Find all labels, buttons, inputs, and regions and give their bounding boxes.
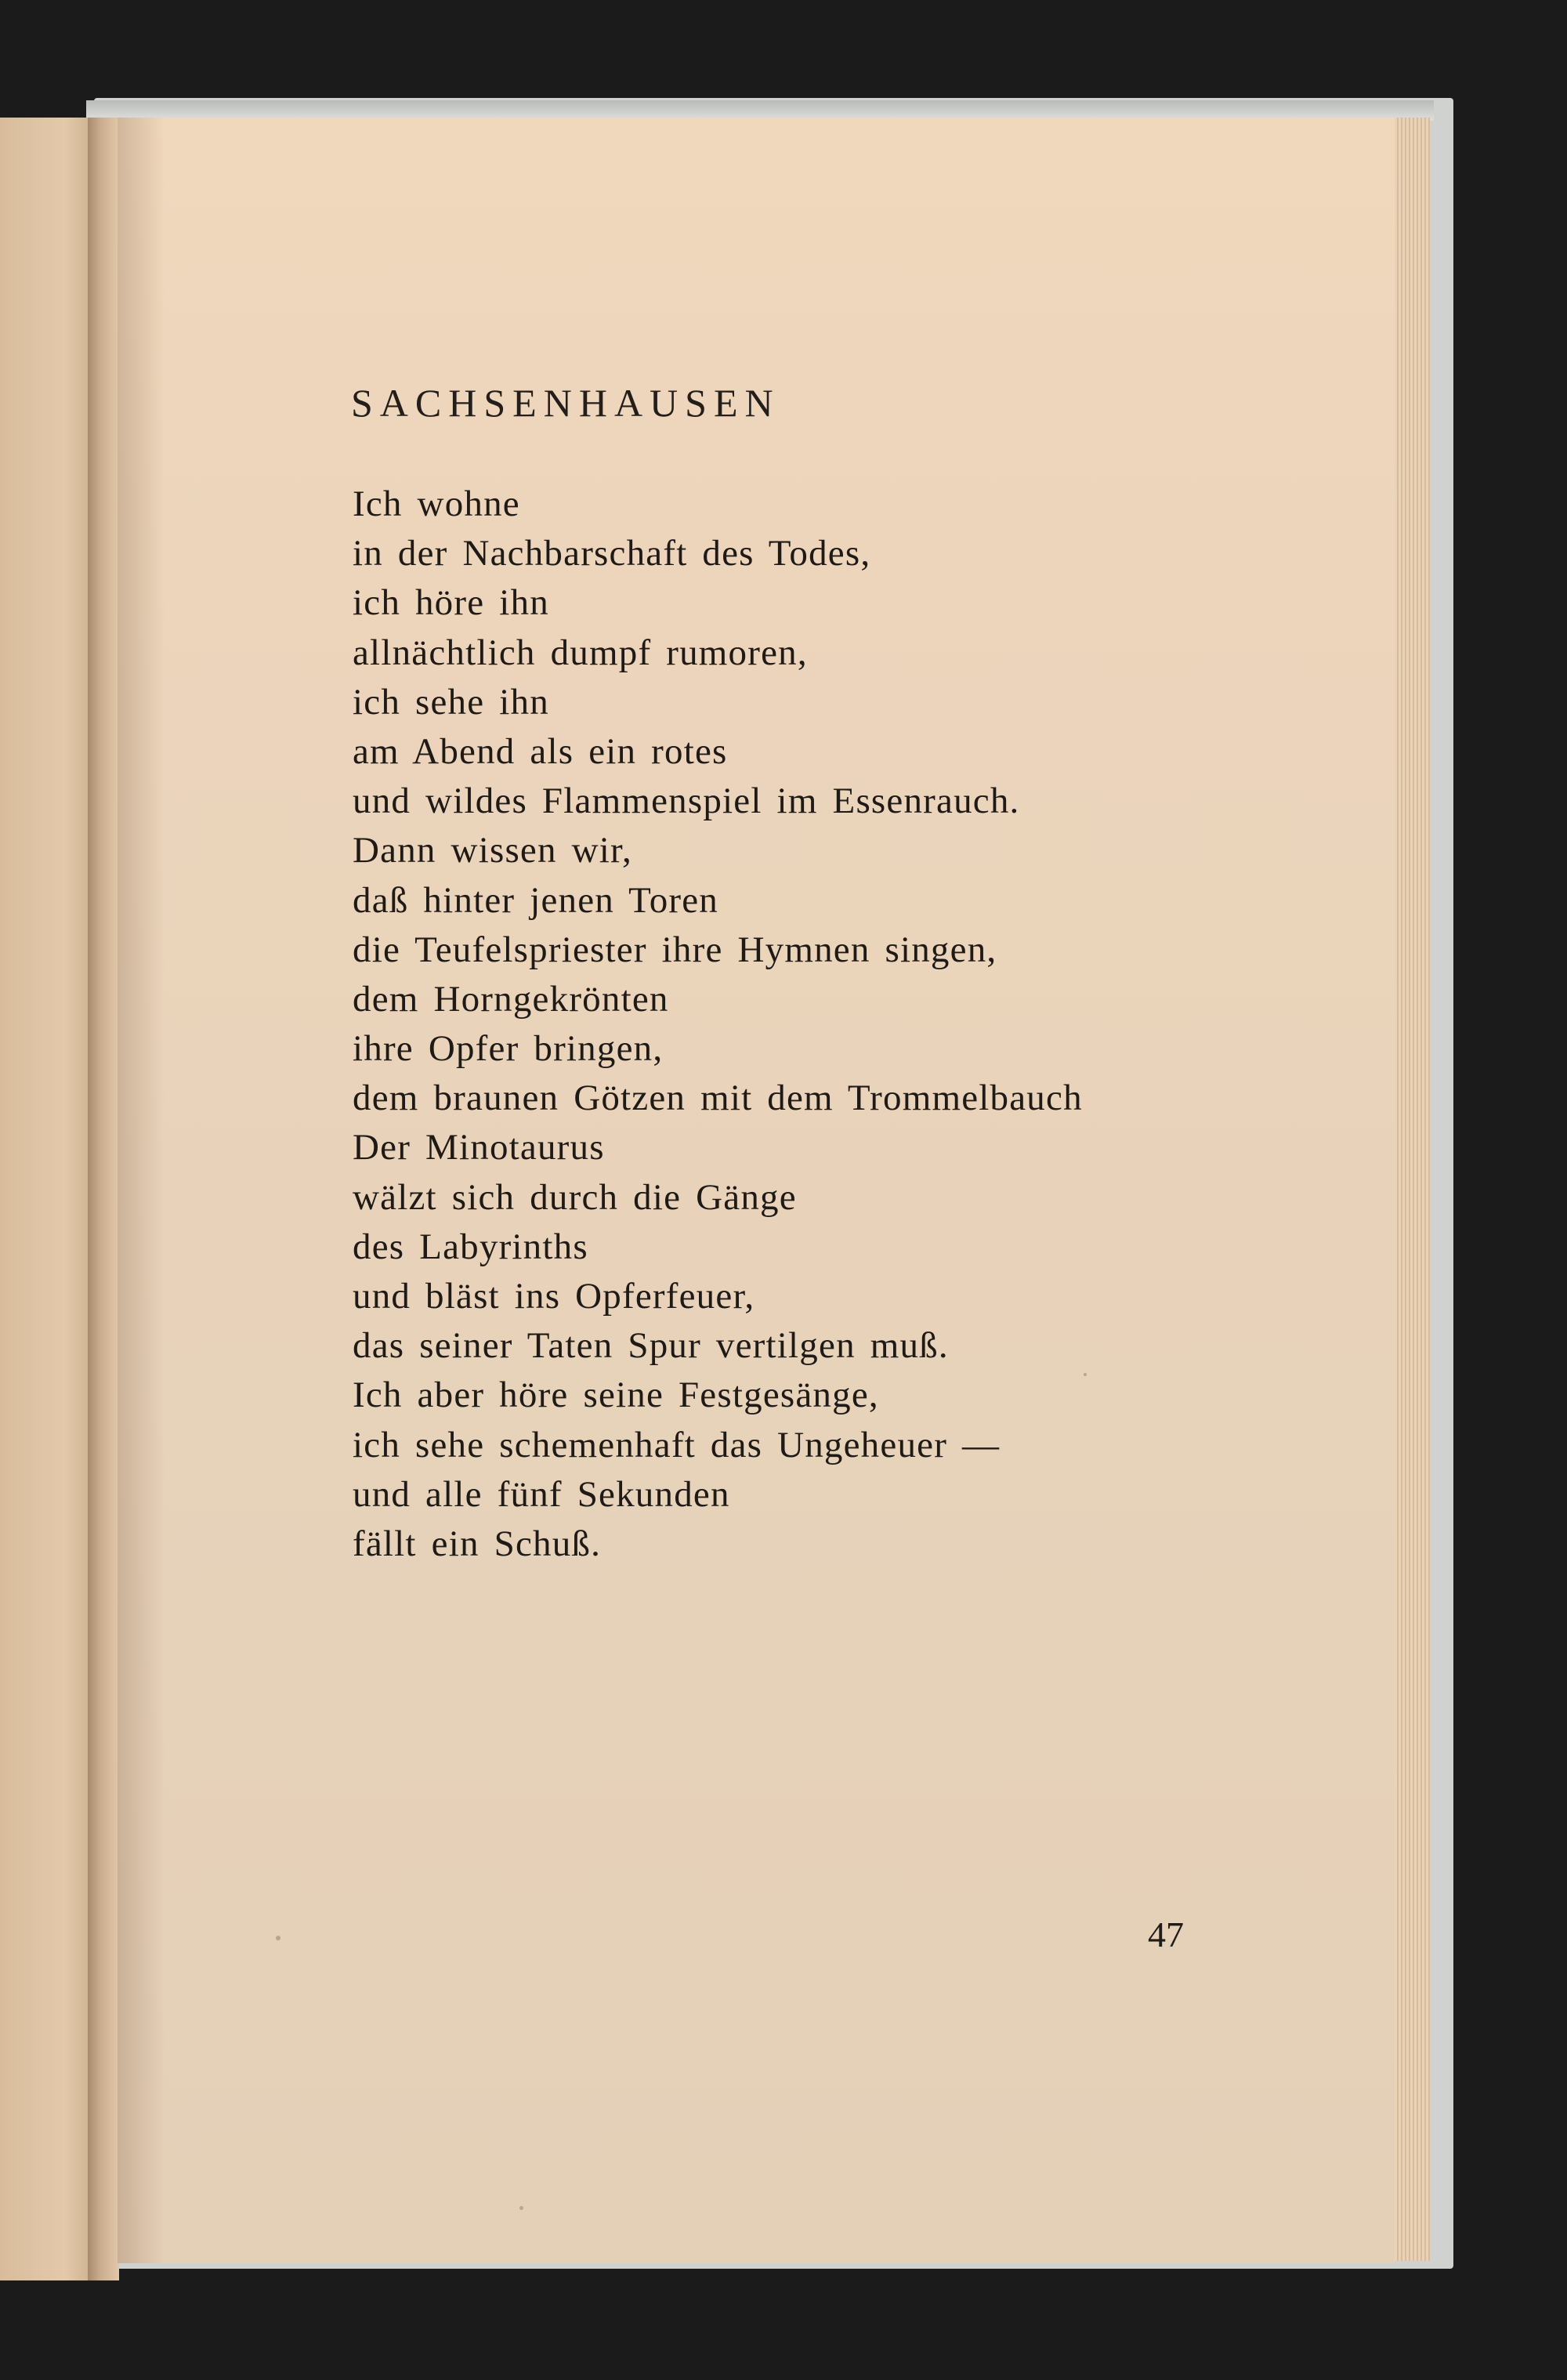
poem-line: und wildes Flammenspiel im Essenrauch. (353, 781, 1020, 822)
poem-line: Ich wohne (353, 484, 520, 524)
poem-line: daß hinter jenen Toren (353, 879, 719, 921)
page-number: 47 (1148, 1915, 1184, 1954)
poem-line: Ich aber höre seine Festgesänge, (353, 1375, 879, 1416)
book-gutter (88, 118, 119, 2280)
poem-line: dem Horngekrönten (353, 978, 669, 1020)
paper-speck (519, 2206, 523, 2210)
poem-line: fällt ein Schuß. (353, 1523, 602, 1564)
poem-line: dem braunen Götzen mit dem Trommelbauch (353, 1078, 1083, 1119)
paper-speck (276, 1936, 280, 1940)
poem-line: am Abend als ein rotes (353, 730, 728, 772)
poem-body (353, 480, 1083, 1569)
poem-line: Dann wissen wir, (353, 830, 632, 871)
page-gutter-shadow (118, 118, 165, 2263)
poem-line: in der Nachbarschaft des Todes, (353, 533, 871, 574)
poem-line: das seiner Taten Spur vertilgen muß. (353, 1325, 949, 1367)
poem-line: die Teufelspriester ihre Hymnen singen, (353, 929, 997, 970)
poem-line: Der Minotaurus (353, 1127, 605, 1168)
poem-line: des Labyrinths (353, 1226, 588, 1267)
poem-line: und bläst ins Opferfeuer, (353, 1276, 755, 1317)
poem-line: ihre Opfer bringen, (353, 1028, 664, 1070)
poem-line: wälzt sich durch die Gänge (353, 1176, 797, 1218)
poem-line: und alle fünf Sekunden (353, 1473, 730, 1515)
poem-line: allnächtlich dumpf rumoren, (353, 632, 808, 673)
poem-line: ich sehe ihn (353, 681, 549, 723)
poem-title: SACHSENHAUSEN (351, 381, 780, 425)
poem-line: ich höre ihn (353, 582, 549, 624)
paper-speck (1084, 1373, 1087, 1376)
poem-line: ich sehe schemenhaft das Ungeheuer — (353, 1424, 1001, 1465)
